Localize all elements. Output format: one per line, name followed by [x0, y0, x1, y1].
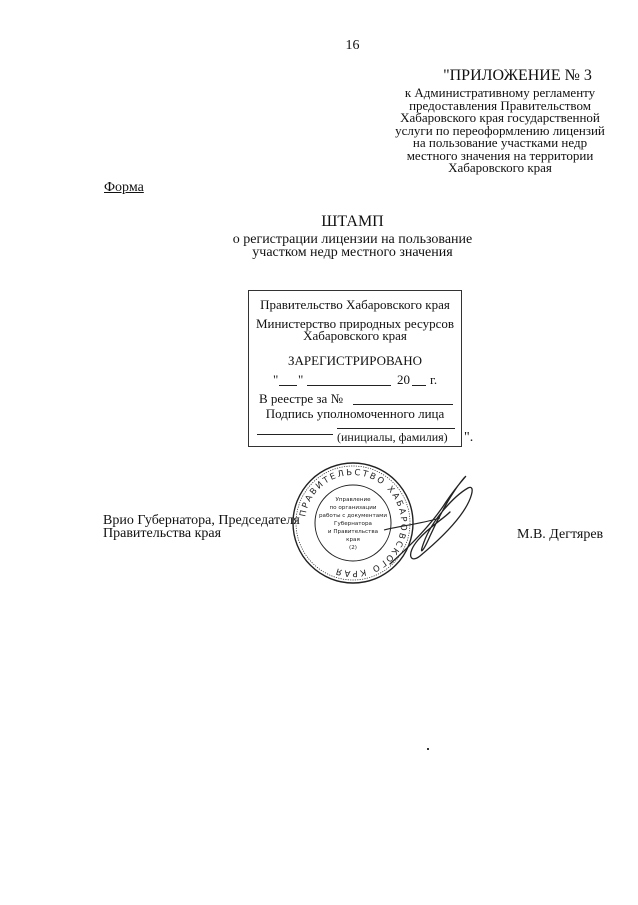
- governor-title-line: Правительства края: [103, 526, 222, 541]
- governor-name: М.В. Дегтярев: [517, 527, 604, 542]
- stamp-ministry-line: Хабаровского края: [303, 328, 407, 343]
- page-number: 16: [345, 38, 360, 53]
- date-year-line: [412, 385, 426, 386]
- stamp-registered: ЗАРЕГИСТРИРОВАНО: [288, 353, 422, 368]
- date-year: 20: [397, 372, 410, 387]
- date-day-line: [279, 385, 297, 386]
- seal-inner-line: (2): [349, 545, 357, 551]
- seal-inner-line: по организации: [329, 505, 377, 511]
- appendix-line: услуги по переоформлению лицензий: [395, 122, 605, 138]
- registration-stamp-box: [248, 290, 462, 447]
- seal-ring-text: ПРАВИТЕЛЬСТВО ХАБАРОВСКОГО КРАЯ: [298, 467, 409, 579]
- appendix-line: на пользование участками недр: [412, 135, 588, 150]
- initials-label: (инициалы, фамилия): [337, 430, 448, 444]
- appendix-line: Хабаровского края государственной: [400, 110, 600, 125]
- stamp-subtitle-line: о регистрации лицензии на пользование: [232, 232, 473, 247]
- signature-label: Подпись уполномоченного лица: [265, 406, 445, 421]
- appendix-line: к Административному регламенту: [404, 85, 596, 100]
- signature-stroke: [384, 518, 440, 530]
- form-label: Форма: [104, 180, 144, 195]
- stamp-subtitle: [0, 233, 638, 259]
- closing-quote: ".: [464, 430, 474, 445]
- governor-title-line: Врио Губернатора, Председателя: [103, 513, 300, 528]
- registry-number-line: [353, 404, 453, 405]
- seal-inner-line: работы с документами: [319, 513, 387, 519]
- date-quote-close: ": [298, 372, 304, 387]
- stamp-ministry-line: Министерство природных ресурсов: [255, 316, 455, 331]
- initials-line: [337, 428, 455, 429]
- appendix-description: [380, 87, 620, 175]
- signature-line: [257, 434, 333, 435]
- date-month-line: [307, 385, 391, 386]
- handwritten-signature-icon: [380, 466, 480, 576]
- registry-label: В реестре за №: [259, 391, 343, 406]
- governor-title: [103, 514, 300, 540]
- stamp-ministry: [249, 318, 461, 342]
- stamp-title: ШТАМП: [321, 213, 384, 230]
- stamp-subtitle-line: участком недр местного значения: [252, 245, 453, 260]
- seal-inner-line: края: [346, 537, 360, 543]
- appendix-title: "ПРИЛОЖЕНИЕ № 3: [443, 67, 592, 84]
- seal-inner-line: Управление: [335, 497, 371, 503]
- date-quote-open: ": [273, 372, 279, 387]
- appendix-line: предоставления Правительством: [409, 97, 591, 113]
- appendix-line: местного значения на территории: [406, 147, 594, 163]
- seal-inner-line: Губернатора: [334, 521, 372, 527]
- seal-inner-line: и Правительства: [327, 529, 379, 535]
- appendix-line: Хабаровского края: [448, 160, 552, 175]
- scan-speck: [427, 748, 429, 750]
- stamp-government: Правительство Хабаровского края: [260, 297, 450, 312]
- date-suffix: г.: [430, 372, 438, 387]
